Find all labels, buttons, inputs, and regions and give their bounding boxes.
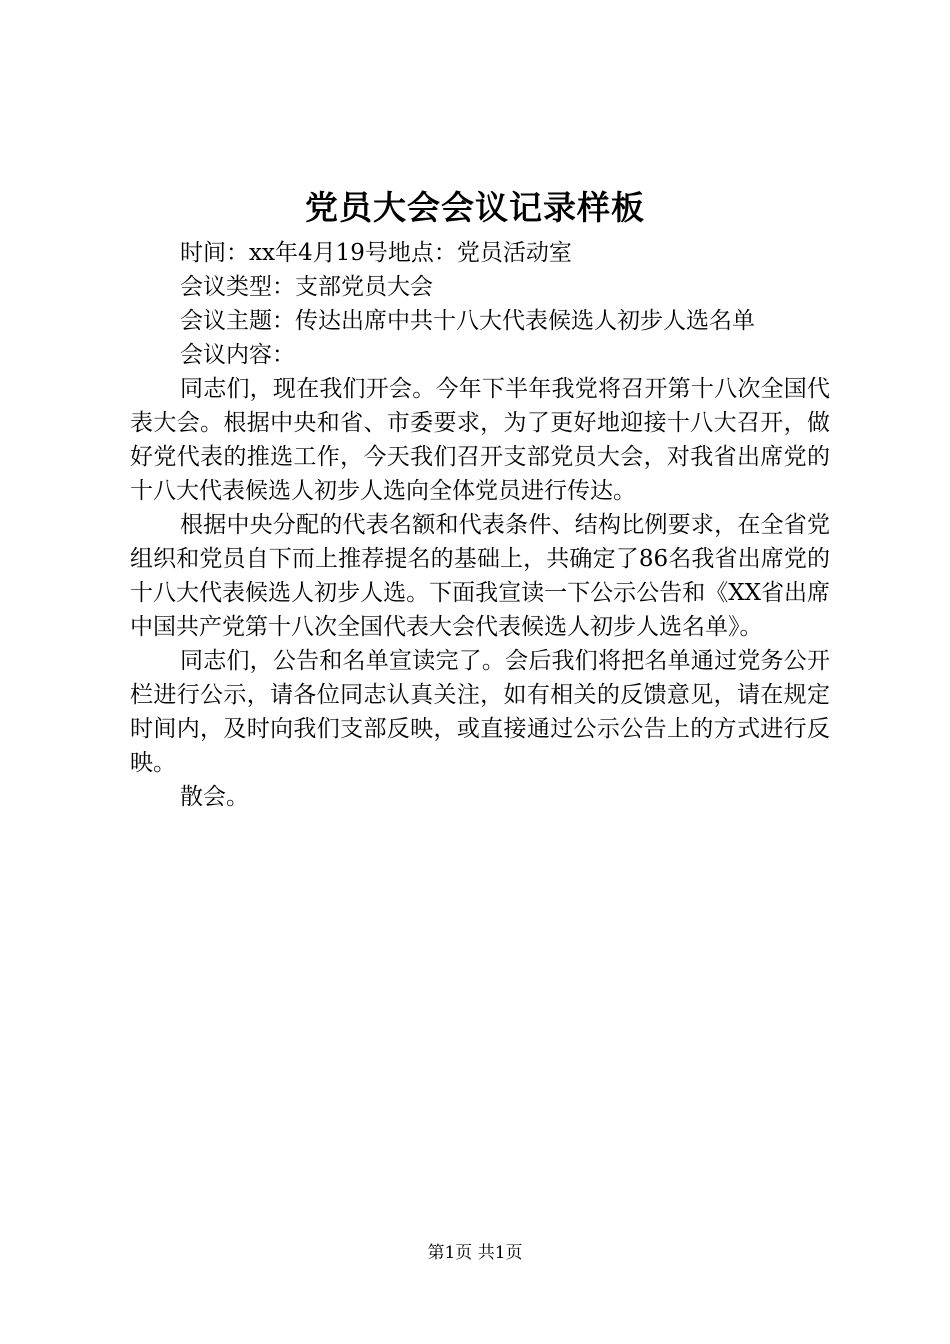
document-title: 党员大会会议记录样板 — [305, 188, 645, 227]
closing-line: 散会。 — [180, 784, 249, 810]
meta-time-location: 时间：xx年4月19号地点：党员活动室 — [180, 240, 572, 266]
meta-meeting-topic: 会议主题：传达出席中共十八大代表候选人初步人选名单 — [180, 308, 755, 334]
meta-meeting-content-label: 会议内容： — [180, 342, 295, 368]
body-paragraph: 根据中央分配的代表名额和代表条件、结构比例要求，在全省党组织和党员自下而上推荐提名的基础上，共确定了86名我省出席党的十八大代表候选人初步人选。下面我宣读一下公示公告和《XX省出席中国共产党第十八次全国代表大会代表候选人初步人选名单》。 — [130, 512, 830, 640]
document-body — [130, 236, 830, 814]
body-paragraph: 同志们，现在我们开会。今年下半年我党将召开第十八次全国代表大会。根据中央和省、市委要求，为了更好地迎接十八大召开，做好党代表的推选工作，今天我们召开支部党员大会，对我省出席党的十八大代表候选人初步人选向全体党员进行传达。 — [130, 376, 830, 504]
body-paragraph: 同志们，公告和名单宣读完了。会后我们将把名单通过党务公开栏进行公示，请各位同志认真关注，如有相关的反馈意见，请在规定时间内，及时向我们支部反映，或直接通过公示公告上的方式进行反映。 — [130, 648, 830, 776]
meta-meeting-type: 会议类型：支部党员大会 — [180, 274, 433, 300]
page-footer: 第1页 共1页 — [427, 1243, 523, 1263]
